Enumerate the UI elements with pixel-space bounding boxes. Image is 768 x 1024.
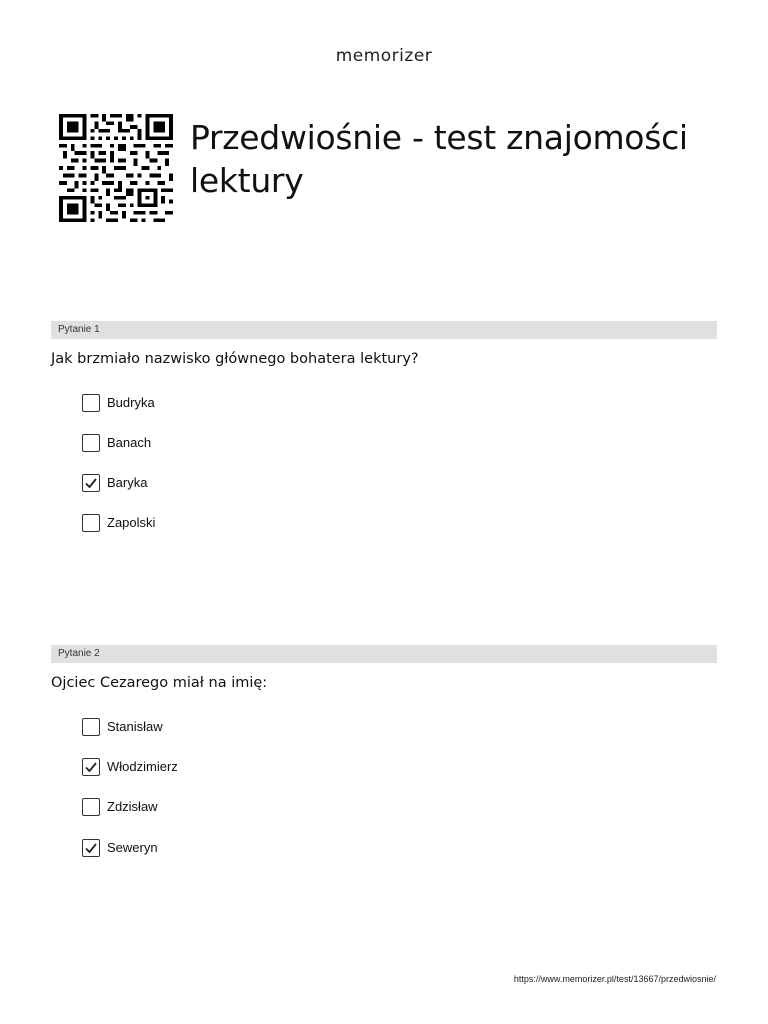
checkbox-checked[interactable] bbox=[82, 758, 100, 776]
page-title: Przedwiośnie - test znajomości lektury bbox=[190, 118, 688, 200]
answer-label: Budryka bbox=[107, 395, 155, 410]
checkbox[interactable] bbox=[82, 394, 100, 412]
question-header bbox=[51, 645, 717, 663]
checkbox[interactable] bbox=[82, 718, 100, 736]
answer-label: Zdzisław bbox=[107, 799, 158, 814]
answer-label: Seweryn bbox=[107, 840, 158, 855]
question-text: Jak brzmiało nazwisko głównego bohatera lektury? bbox=[51, 351, 419, 367]
question-header bbox=[51, 321, 717, 339]
checkbox[interactable] bbox=[82, 514, 100, 532]
question-number: Pytanie 1 bbox=[58, 324, 100, 335]
checkbox[interactable] bbox=[82, 434, 100, 452]
answer-label: Baryka bbox=[107, 475, 148, 490]
checkbox[interactable] bbox=[82, 798, 100, 816]
footer-url-link[interactable]: https://www.memorizer.pl/test/13667/przedwiosnie/ bbox=[513, 974, 716, 984]
question-text: Ojciec Cezarego miał na imię: bbox=[51, 675, 268, 691]
answer-label: Banach bbox=[107, 435, 152, 450]
checkmark-icon bbox=[83, 840, 99, 856]
brand-logo[interactable]: memorizer bbox=[335, 46, 433, 66]
checkmark-icon bbox=[83, 475, 99, 491]
qr-code-icon bbox=[59, 114, 173, 222]
answer-label: Włodzimierz bbox=[107, 759, 178, 774]
answer-label: Zapolski bbox=[107, 515, 156, 530]
answer-label: Stanisław bbox=[107, 719, 163, 734]
checkbox-checked[interactable] bbox=[82, 839, 100, 857]
checkbox-checked[interactable] bbox=[82, 474, 100, 492]
checkmark-icon bbox=[83, 759, 99, 775]
question-number: Pytanie 2 bbox=[58, 648, 100, 659]
